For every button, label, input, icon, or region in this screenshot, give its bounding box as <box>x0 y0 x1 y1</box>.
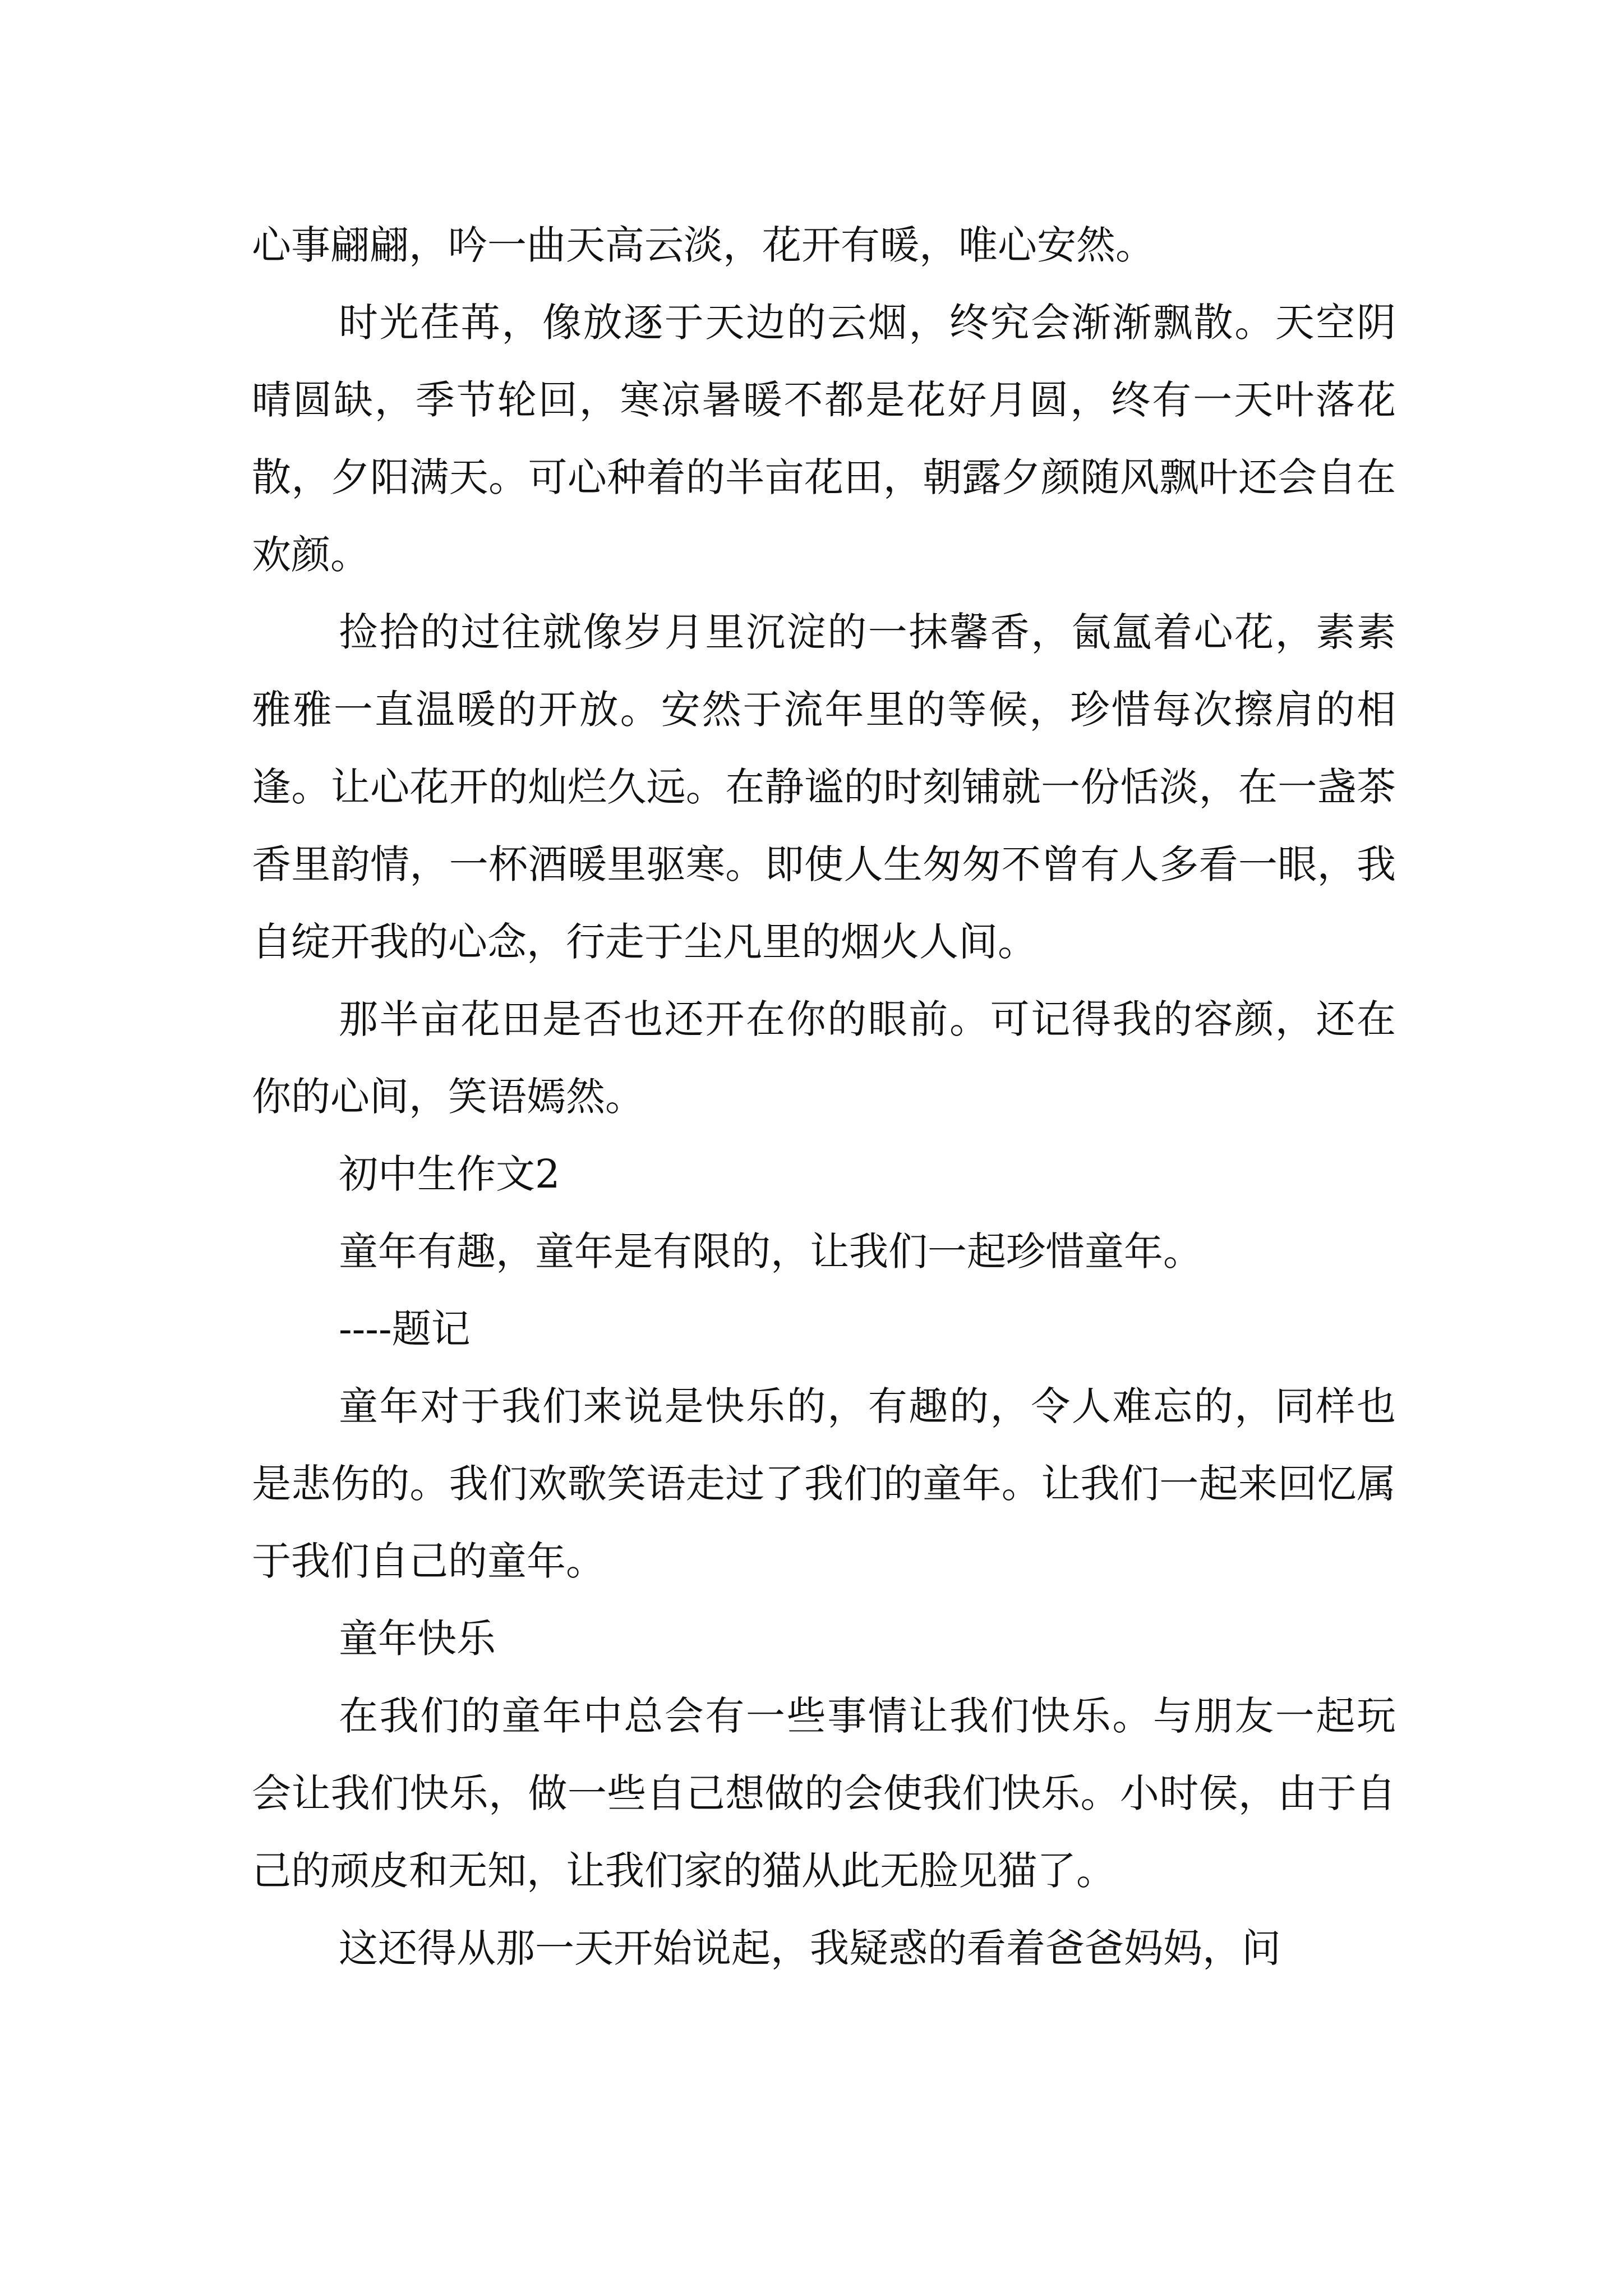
epigraph-attribution: ----题记 <box>339 1306 471 1352</box>
paragraph: 在我们的童年中总会有一些事情让我们快乐。与朋友一起玩会让我们快乐，做一些自己想做的会使我们快乐。小时侯，由于自己的顽皮和无知，让我们家的猫从此无脸见猫了。 <box>252 1693 1396 1894</box>
paragraph: 那半亩花田是否也还开在你的眼前。可记得我的容颜，还在你的心间，笑语嫣然。 <box>252 996 1396 1120</box>
document-body <box>252 206 1396 1987</box>
paragraph: 这还得从那一天开始说起，我疑惑的看着爸爸妈妈，问 <box>339 1925 1281 1971</box>
paragraph: 童年对于我们来说是快乐的，有趣的，令人难忘的，同样也是悲伤的。我们欢歌笑语走过了我们的童年。让我们一起来回忆属于我们自己的童年。 <box>252 1383 1396 1584</box>
subsection-heading: 童年快乐 <box>339 1616 496 1662</box>
paragraph: 时光荏苒，像放逐于天边的云烟，终究会渐渐飘散。天空阴晴圆缺，季节轮回，寒凉暑暖不都是花好月圆，终有一天叶落花散，夕阳满天。可心种着的半亩花田，朝露夕颜随风飘叶还会自在欢颜。 <box>252 300 1396 578</box>
paragraph: 心事翩翩，吟一曲天高云淡，花开有暖，唯心安然。 <box>252 222 1155 268</box>
section-heading: 初中生作文2 <box>339 1151 560 1197</box>
paragraph: 童年有趣，童年是有限的，让我们一起珍惜童年。 <box>339 1228 1202 1274</box>
paragraph: 捡拾的过往就像岁月里沉淀的一抹馨香，氤氲着心花，素素雅雅一直温暖的开放。安然于流年里的等候，珍惜每次擦肩的相逢。让心花开的灿烂久远。在静谧的时刻铺就一份恬淡，在一盏茶香里韵情，一杯酒暖里驱寒。即使人生匆匆不曾有人多看一眼，我自绽开我的心念，行走于尘凡里的烟火人间。 <box>252 609 1396 965</box>
